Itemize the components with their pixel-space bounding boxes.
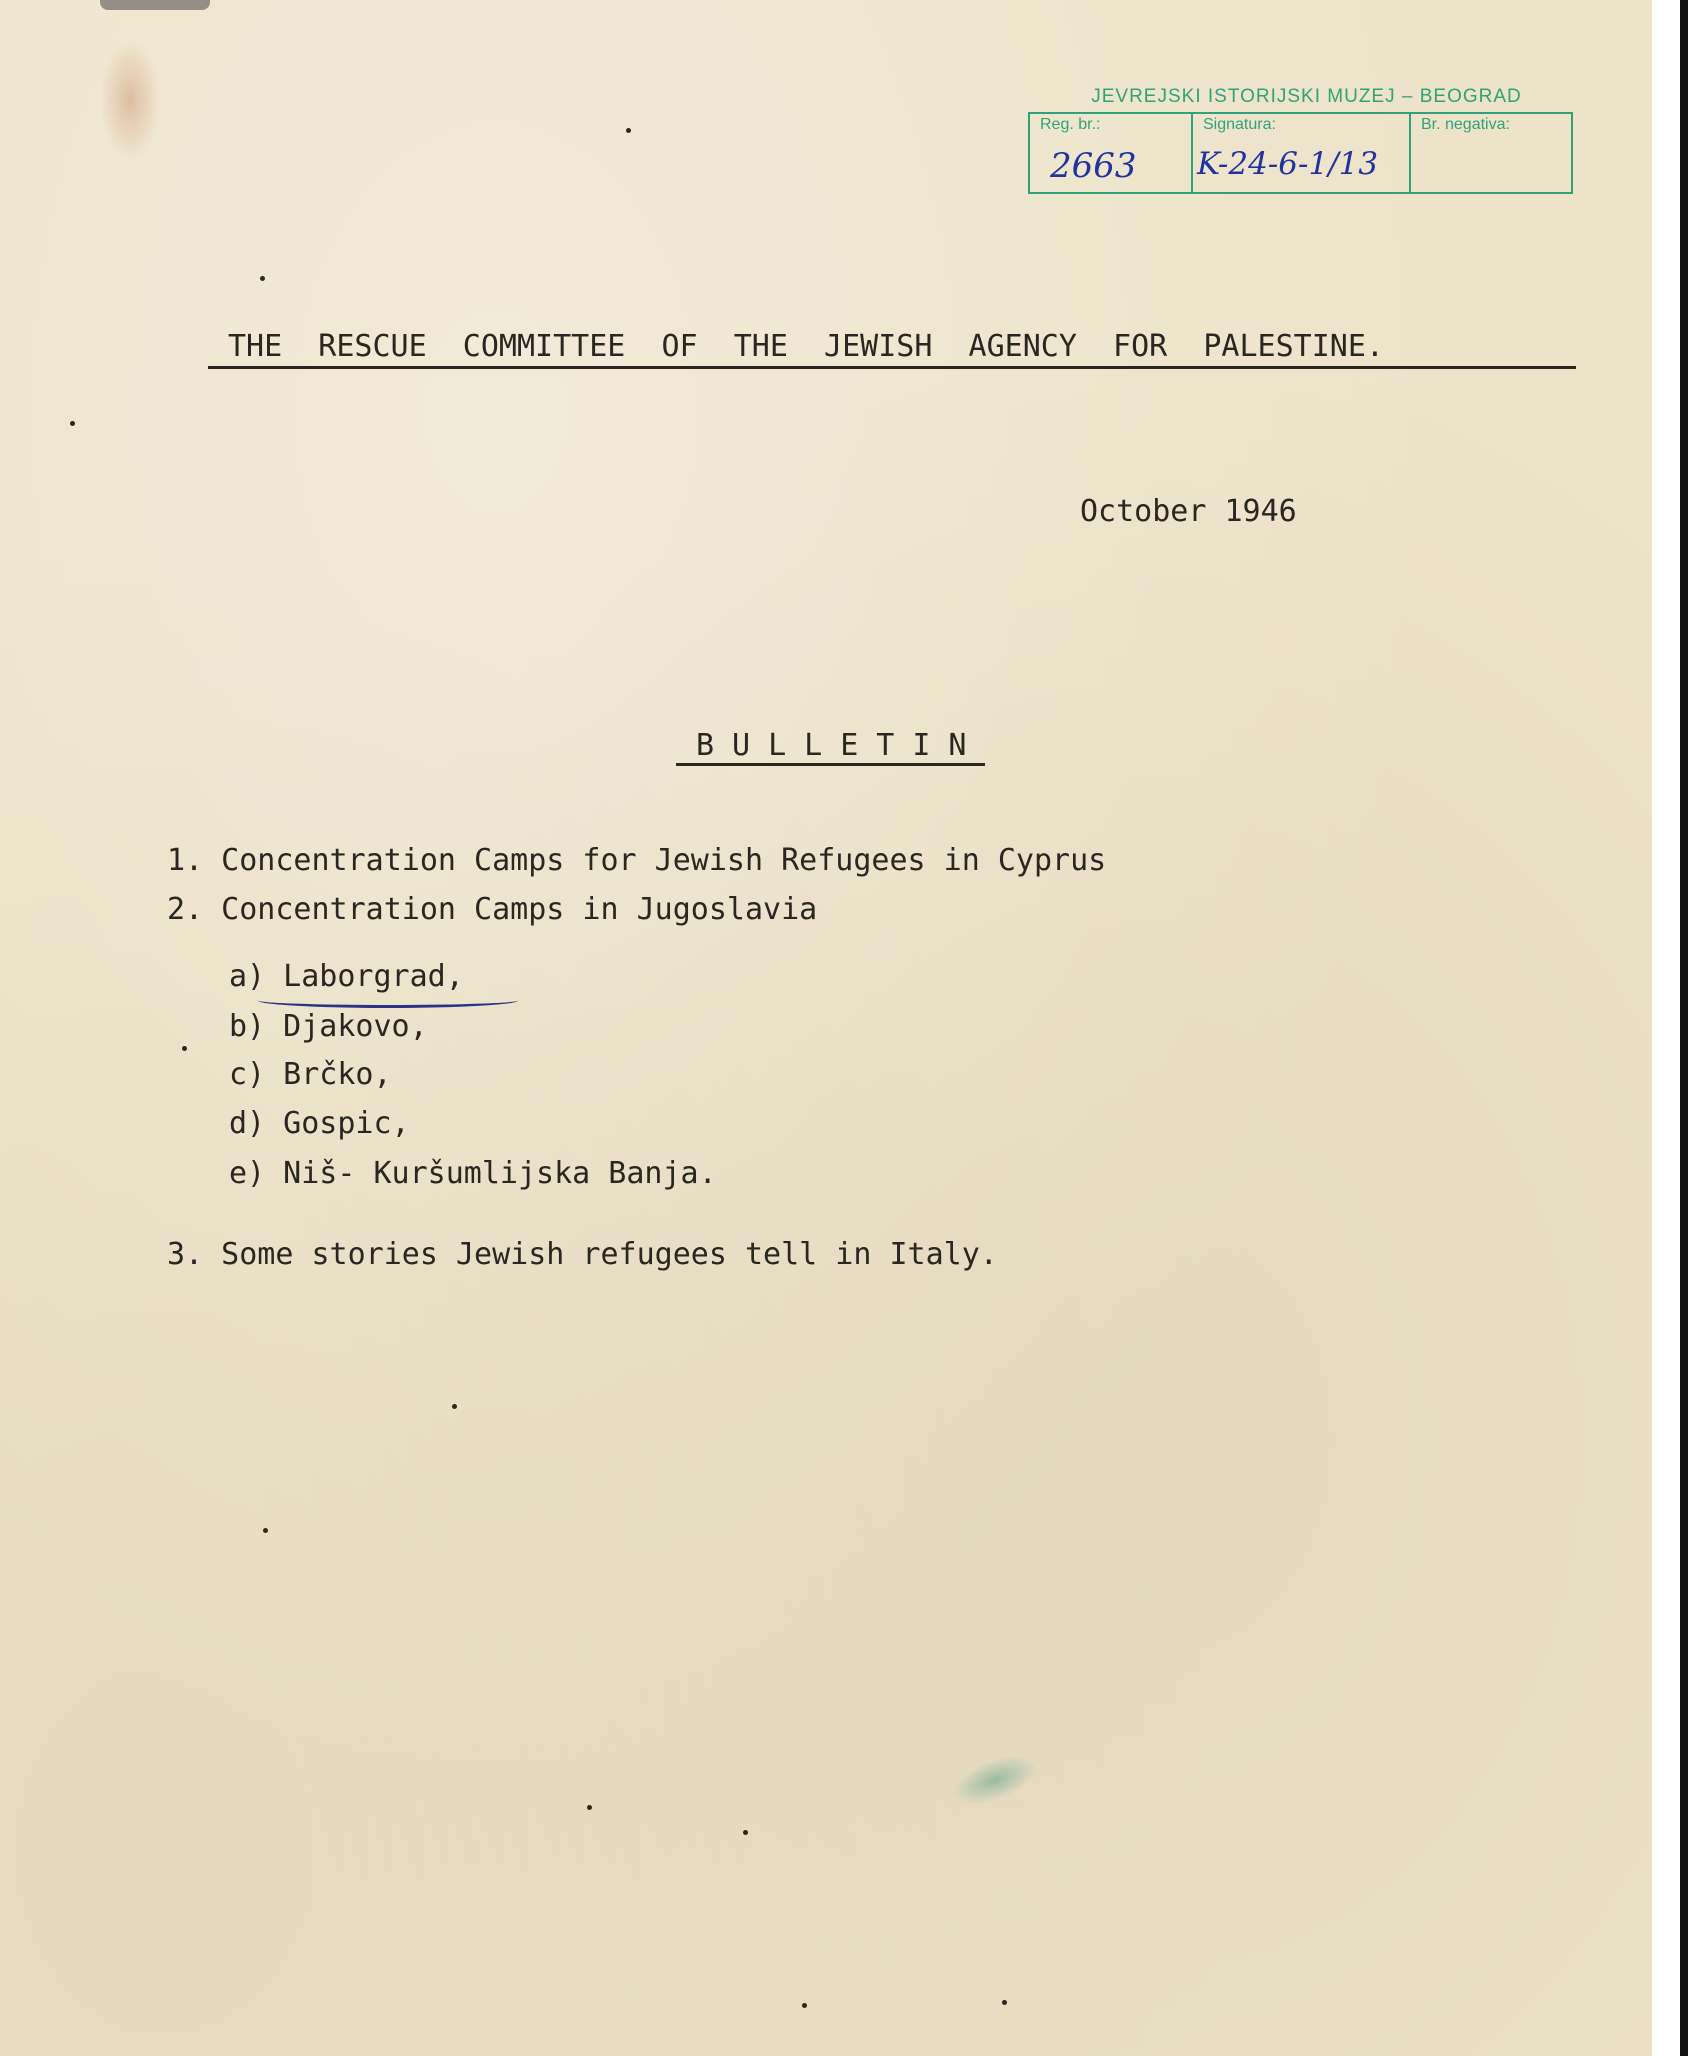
subitem-d: d) Gospic, <box>229 1106 410 1141</box>
paper-speck <box>452 1404 457 1409</box>
stamp-signatura-cell <box>1193 114 1411 192</box>
stamp-reg-cell <box>1030 114 1193 192</box>
contents-item-2: 2. Concentration Camps in Jugoslavia <box>167 892 818 927</box>
stamp-negativ-cell <box>1411 114 1575 192</box>
paper-speck <box>1002 2000 1007 2005</box>
museum-stamp <box>1028 86 1573 194</box>
paper-speck <box>70 421 75 426</box>
bulletin-title: BULLETIN <box>676 728 985 766</box>
stamp-reg-label: Reg. br.: <box>1040 116 1101 133</box>
handwritten-underline <box>258 993 518 1008</box>
document-heading: THE RESCUE COMMITTEE OF THE JEWISH AGENCY FOR PALESTINE. <box>208 329 1576 369</box>
paper-speck <box>802 2003 807 2008</box>
stamp-museum-name: JEVREJSKI ISTORIJSKI MUZEJ – BEOGRAD <box>1091 86 1522 107</box>
stamp-reg-value: 2663 <box>1050 146 1137 186</box>
rust-stain <box>100 40 160 160</box>
document-date: October 1946 <box>1080 494 1297 529</box>
paper-speck <box>743 1830 748 1835</box>
subitem-e: e) Niš- Kuršumlijska Banja. <box>229 1156 717 1191</box>
paper-speck <box>626 128 631 133</box>
subitem-b: b) Djakovo, <box>229 1009 428 1044</box>
subitem-a: a) Laborgrad, <box>229 959 464 994</box>
stamp-signatura-label: Signatura: <box>1203 116 1276 133</box>
paper-speck <box>587 1805 592 1810</box>
paper-speck <box>263 1528 268 1533</box>
green-smudge <box>946 1746 1044 1814</box>
contents-item-1: 1. Concentration Camps for Jewish Refugees in Cyprus <box>167 843 1107 878</box>
stamp-signatura-value: K-24-6-1/13 <box>1197 146 1379 182</box>
paper-speck <box>260 276 265 281</box>
stamp-negativ-label: Br. negativa: <box>1421 116 1510 133</box>
stamp-grid <box>1028 112 1573 194</box>
page-clip-mark <box>100 0 210 10</box>
contents-item-3: 3. Some stories Jewish refugees tell in Italy. <box>167 1237 998 1272</box>
subitem-c: c) Brčko, <box>229 1057 392 1092</box>
paper-speck <box>182 1046 187 1051</box>
scan-edge <box>1680 0 1688 2056</box>
